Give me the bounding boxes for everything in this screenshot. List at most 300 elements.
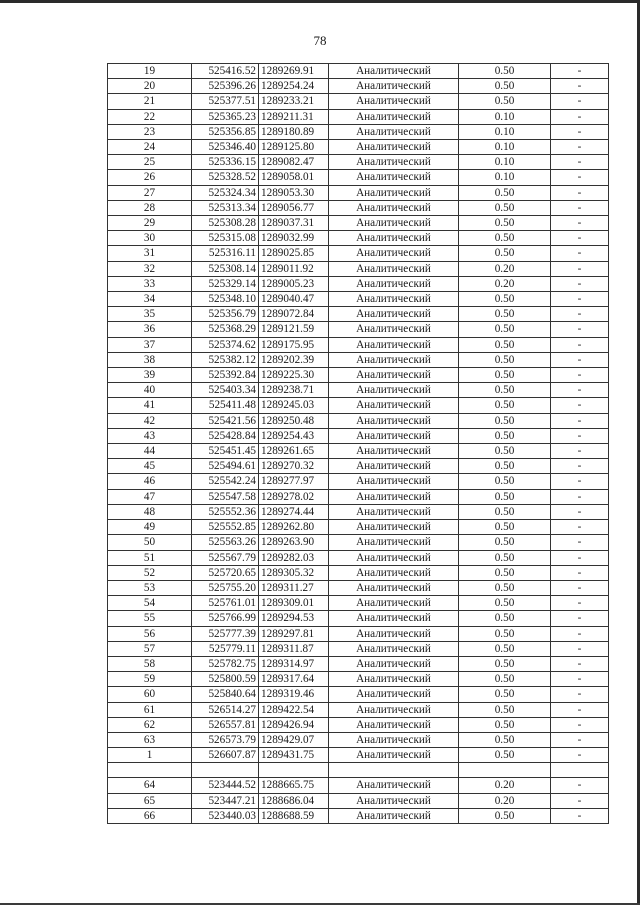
point-number-cell: 64 — [108, 778, 192, 793]
point-number-cell: 47 — [108, 489, 192, 504]
method-cell: Аналитический — [329, 170, 459, 185]
coordinate-x-cell: 525451.45 — [192, 444, 259, 459]
coordinate-x-cell: 523444.52 — [192, 778, 259, 793]
coordinate-y-cell: 1289125.80 — [259, 140, 329, 155]
point-number-cell: 65 — [108, 793, 192, 808]
coordinate-x-cell: 523447.21 — [192, 793, 259, 808]
accuracy-cell: 0.50 — [459, 292, 551, 307]
accuracy-cell: 0.50 — [459, 368, 551, 383]
coordinate-x-cell: 525428.84 — [192, 428, 259, 443]
point-number-cell: 23 — [108, 124, 192, 139]
coordinate-y-cell: 1289262.80 — [259, 520, 329, 535]
point-number-cell: 63 — [108, 732, 192, 747]
note-cell: - — [551, 444, 609, 459]
table-row — [108, 200, 609, 215]
note-cell: - — [551, 641, 609, 656]
note-cell: - — [551, 170, 609, 185]
note-cell: - — [551, 732, 609, 747]
method-cell: Аналитический — [329, 656, 459, 671]
method-cell: Аналитический — [329, 337, 459, 352]
accuracy-cell: 0.10 — [459, 109, 551, 124]
table-row — [108, 626, 609, 641]
table-row — [108, 94, 609, 109]
coordinate-x-cell: 525567.79 — [192, 550, 259, 565]
point-number-cell: 22 — [108, 109, 192, 124]
table-row — [108, 504, 609, 519]
table-row — [108, 276, 609, 291]
coordinate-y-cell: 1289278.02 — [259, 489, 329, 504]
accuracy-cell: 0.50 — [459, 307, 551, 322]
table-row — [108, 368, 609, 383]
point-number-cell: 55 — [108, 611, 192, 626]
point-number-cell: 32 — [108, 261, 192, 276]
accuracy-cell: 0.50 — [459, 383, 551, 398]
table-row — [108, 337, 609, 352]
method-cell: Аналитический — [329, 793, 459, 808]
accuracy-cell: 0.50 — [459, 216, 551, 231]
accuracy-cell: 0.50 — [459, 337, 551, 352]
coordinate-y-cell: 1289305.32 — [259, 565, 329, 580]
note-cell: - — [551, 94, 609, 109]
coordinate-x-cell: 525324.34 — [192, 185, 259, 200]
accuracy-cell: 0.50 — [459, 535, 551, 550]
method-cell: Аналитический — [329, 444, 459, 459]
point-number-cell: 34 — [108, 292, 192, 307]
accuracy-cell: 0.50 — [459, 352, 551, 367]
note-cell: - — [551, 292, 609, 307]
empty-cell — [459, 763, 551, 778]
note-cell: - — [551, 489, 609, 504]
point-number-cell: 53 — [108, 580, 192, 595]
method-cell: Аналитический — [329, 322, 459, 337]
method-cell: Аналитический — [329, 732, 459, 747]
note-cell: - — [551, 261, 609, 276]
table-row — [108, 808, 609, 823]
coordinate-x-cell: 525396.26 — [192, 79, 259, 94]
note-cell: - — [551, 672, 609, 687]
point-number-cell: 57 — [108, 641, 192, 656]
table-row — [108, 231, 609, 246]
coordinate-x-cell: 525315.08 — [192, 231, 259, 246]
page-number: 78 — [313, 33, 327, 48]
coordinate-x-cell: 523440.03 — [192, 808, 259, 823]
coordinate-x-cell: 525316.11 — [192, 246, 259, 261]
coordinate-y-cell: 1289314.97 — [259, 656, 329, 671]
coordinate-y-cell: 1289025.85 — [259, 246, 329, 261]
coordinate-y-cell: 1289311.27 — [259, 580, 329, 595]
coordinate-x-cell: 525411.48 — [192, 398, 259, 413]
coordinate-x-cell: 525374.62 — [192, 337, 259, 352]
method-cell: Аналитический — [329, 550, 459, 565]
method-cell: Аналитический — [329, 474, 459, 489]
point-number-cell: 33 — [108, 276, 192, 291]
coordinate-x-cell: 525313.34 — [192, 200, 259, 215]
table-row — [108, 170, 609, 185]
accuracy-cell: 0.10 — [459, 170, 551, 185]
accuracy-cell: 0.50 — [459, 185, 551, 200]
coordinate-y-cell: 1289297.81 — [259, 626, 329, 641]
note-cell: - — [551, 596, 609, 611]
table-row — [108, 672, 609, 687]
note-cell: - — [551, 793, 609, 808]
note-cell: - — [551, 216, 609, 231]
table-row — [108, 748, 609, 763]
note-cell: - — [551, 580, 609, 595]
point-number-cell: 29 — [108, 216, 192, 231]
method-cell: Аналитический — [329, 459, 459, 474]
note-cell: - — [551, 611, 609, 626]
coordinate-y-cell: 1289233.21 — [259, 94, 329, 109]
method-cell: Аналитический — [329, 292, 459, 307]
point-number-cell: 61 — [108, 702, 192, 717]
accuracy-cell: 0.50 — [459, 64, 551, 79]
point-number-cell: 39 — [108, 368, 192, 383]
note-cell: - — [551, 322, 609, 337]
table-row — [108, 550, 609, 565]
note-cell: - — [551, 307, 609, 322]
coordinate-x-cell: 525779.11 — [192, 641, 259, 656]
note-cell: - — [551, 231, 609, 246]
note-cell: - — [551, 717, 609, 732]
coordinate-x-cell: 525356.79 — [192, 307, 259, 322]
coordinate-x-cell: 525782.75 — [192, 656, 259, 671]
note-cell: - — [551, 550, 609, 565]
point-number-cell: 42 — [108, 413, 192, 428]
coordinate-x-cell: 525840.64 — [192, 687, 259, 702]
method-cell: Аналитический — [329, 307, 459, 322]
point-number-cell: 36 — [108, 322, 192, 337]
accuracy-cell: 0.50 — [459, 444, 551, 459]
empty-cell — [551, 763, 609, 778]
method-cell: Аналитический — [329, 261, 459, 276]
point-number-cell: 28 — [108, 200, 192, 215]
table-row — [108, 641, 609, 656]
coordinate-x-cell: 526573.79 — [192, 732, 259, 747]
method-cell: Аналитический — [329, 216, 459, 231]
coordinate-y-cell: 1289309.01 — [259, 596, 329, 611]
accuracy-cell: 0.50 — [459, 459, 551, 474]
coordinate-y-cell: 1289317.64 — [259, 672, 329, 687]
point-number-cell: 51 — [108, 550, 192, 565]
accuracy-cell: 0.50 — [459, 687, 551, 702]
coordinate-x-cell: 525552.36 — [192, 504, 259, 519]
coordinate-x-cell: 525356.85 — [192, 124, 259, 139]
accuracy-cell: 0.50 — [459, 732, 551, 747]
method-cell: Аналитический — [329, 276, 459, 291]
coordinate-y-cell: 1289058.01 — [259, 170, 329, 185]
method-cell: Аналитический — [329, 413, 459, 428]
coordinate-y-cell: 1289319.46 — [259, 687, 329, 702]
table-row — [108, 307, 609, 322]
coordinate-y-cell: 1289426.94 — [259, 717, 329, 732]
method-cell: Аналитический — [329, 504, 459, 519]
coordinate-x-cell: 526514.27 — [192, 702, 259, 717]
coordinate-x-cell: 525720.65 — [192, 565, 259, 580]
note-cell: - — [551, 155, 609, 170]
point-number-cell: 30 — [108, 231, 192, 246]
coordinate-x-cell: 525552.85 — [192, 520, 259, 535]
point-number-cell: 60 — [108, 687, 192, 702]
point-number-cell: 48 — [108, 504, 192, 519]
coordinate-x-cell: 525761.01 — [192, 596, 259, 611]
empty-cell — [192, 763, 259, 778]
method-cell: Аналитический — [329, 672, 459, 687]
coordinate-y-cell: 1289082.47 — [259, 155, 329, 170]
accuracy-cell: 0.50 — [459, 200, 551, 215]
method-cell: Аналитический — [329, 64, 459, 79]
coordinate-x-cell: 525494.61 — [192, 459, 259, 474]
method-cell: Аналитический — [329, 702, 459, 717]
coordinate-y-cell: 1289261.65 — [259, 444, 329, 459]
accuracy-cell: 0.50 — [459, 626, 551, 641]
coordinate-y-cell: 1289072.84 — [259, 307, 329, 322]
note-cell: - — [551, 246, 609, 261]
point-number-cell: 41 — [108, 398, 192, 413]
coordinate-x-cell: 525308.28 — [192, 216, 259, 231]
accuracy-cell: 0.50 — [459, 520, 551, 535]
coordinate-y-cell: 1289005.23 — [259, 276, 329, 291]
coordinate-y-cell: 1289032.99 — [259, 231, 329, 246]
point-number-cell: 27 — [108, 185, 192, 200]
coordinate-x-cell: 525766.99 — [192, 611, 259, 626]
table-row — [108, 793, 609, 808]
method-cell: Аналитический — [329, 611, 459, 626]
table-row — [108, 140, 609, 155]
note-cell: - — [551, 413, 609, 428]
coordinate-x-cell: 525392.84 — [192, 368, 259, 383]
table-row — [108, 474, 609, 489]
coordinate-x-cell: 525382.12 — [192, 352, 259, 367]
coordinate-y-cell: 1289270.32 — [259, 459, 329, 474]
method-cell: Аналитический — [329, 428, 459, 443]
coordinate-x-cell: 525308.14 — [192, 261, 259, 276]
note-cell: - — [551, 124, 609, 139]
method-cell: Аналитический — [329, 748, 459, 763]
coordinate-y-cell: 1288665.75 — [259, 778, 329, 793]
coordinate-x-cell: 525800.59 — [192, 672, 259, 687]
point-number-cell: 26 — [108, 170, 192, 185]
method-cell: Аналитический — [329, 185, 459, 200]
table-row — [108, 596, 609, 611]
coordinate-y-cell: 1289277.97 — [259, 474, 329, 489]
table-row — [108, 292, 609, 307]
table-row — [108, 246, 609, 261]
point-number-cell: 52 — [108, 565, 192, 580]
empty-cell — [108, 763, 192, 778]
note-cell: - — [551, 140, 609, 155]
method-cell: Аналитический — [329, 79, 459, 94]
table-row — [108, 216, 609, 231]
coordinate-x-cell: 525755.20 — [192, 580, 259, 595]
table-row — [108, 459, 609, 474]
table-row — [108, 261, 609, 276]
table-row — [108, 732, 609, 747]
point-number-cell: 44 — [108, 444, 192, 459]
method-cell: Аналитический — [329, 626, 459, 641]
table-row — [108, 778, 609, 793]
note-cell: - — [551, 79, 609, 94]
table-row — [108, 580, 609, 595]
point-number-cell: 38 — [108, 352, 192, 367]
method-cell: Аналитический — [329, 155, 459, 170]
point-number-cell: 37 — [108, 337, 192, 352]
coordinate-y-cell: 1289040.47 — [259, 292, 329, 307]
empty-cell — [329, 763, 459, 778]
method-cell: Аналитический — [329, 94, 459, 109]
table-row — [108, 155, 609, 170]
table-row — [108, 520, 609, 535]
point-number-cell: 54 — [108, 596, 192, 611]
point-number-cell: 31 — [108, 246, 192, 261]
accuracy-cell: 0.50 — [459, 413, 551, 428]
accuracy-cell: 0.10 — [459, 124, 551, 139]
accuracy-cell: 0.20 — [459, 793, 551, 808]
coordinate-x-cell: 525346.40 — [192, 140, 259, 155]
coordinate-y-cell: 1289202.39 — [259, 352, 329, 367]
coordinate-x-cell: 525365.23 — [192, 109, 259, 124]
note-cell: - — [551, 200, 609, 215]
note-cell: - — [551, 337, 609, 352]
accuracy-cell: 0.50 — [459, 672, 551, 687]
point-number-cell: 49 — [108, 520, 192, 535]
note-cell: - — [551, 276, 609, 291]
coordinate-y-cell: 1289056.77 — [259, 200, 329, 215]
table-row — [108, 322, 609, 337]
point-number-cell: 1 — [108, 748, 192, 763]
note-cell: - — [551, 626, 609, 641]
method-cell: Аналитический — [329, 596, 459, 611]
accuracy-cell: 0.50 — [459, 748, 551, 763]
table-row — [108, 444, 609, 459]
method-cell: Аналитический — [329, 109, 459, 124]
method-cell: Аналитический — [329, 231, 459, 246]
table-row — [108, 109, 609, 124]
coordinate-y-cell: 1289429.07 — [259, 732, 329, 747]
table-row — [108, 185, 609, 200]
method-cell: Аналитический — [329, 520, 459, 535]
accuracy-cell: 0.50 — [459, 474, 551, 489]
coordinate-x-cell: 525328.52 — [192, 170, 259, 185]
coordinate-y-cell: 1289263.90 — [259, 535, 329, 550]
note-cell: - — [551, 656, 609, 671]
method-cell: Аналитический — [329, 124, 459, 139]
method-cell: Аналитический — [329, 140, 459, 155]
coordinate-y-cell: 1289254.43 — [259, 428, 329, 443]
coordinate-y-cell: 1289225.30 — [259, 368, 329, 383]
accuracy-cell: 0.50 — [459, 808, 551, 823]
coordinate-y-cell: 1288688.59 — [259, 808, 329, 823]
coordinate-x-cell: 525336.15 — [192, 155, 259, 170]
point-number-cell: 46 — [108, 474, 192, 489]
note-cell: - — [551, 687, 609, 702]
coordinate-y-cell: 1289037.31 — [259, 216, 329, 231]
accuracy-cell: 0.50 — [459, 656, 551, 671]
note-cell: - — [551, 808, 609, 823]
method-cell: Аналитический — [329, 383, 459, 398]
coordinate-x-cell: 525377.51 — [192, 94, 259, 109]
table-spacer-row — [108, 763, 609, 778]
note-cell: - — [551, 185, 609, 200]
method-cell: Аналитический — [329, 200, 459, 215]
coordinate-x-cell: 526557.81 — [192, 717, 259, 732]
note-cell: - — [551, 504, 609, 519]
accuracy-cell: 0.50 — [459, 428, 551, 443]
method-cell: Аналитический — [329, 808, 459, 823]
table-row — [108, 79, 609, 94]
method-cell: Аналитический — [329, 687, 459, 702]
coordinate-y-cell: 1289011.92 — [259, 261, 329, 276]
accuracy-cell: 0.50 — [459, 702, 551, 717]
accuracy-cell: 0.50 — [459, 489, 551, 504]
table-row — [108, 124, 609, 139]
note-cell: - — [551, 383, 609, 398]
accuracy-cell: 0.50 — [459, 550, 551, 565]
note-cell: - — [551, 352, 609, 367]
empty-cell — [259, 763, 329, 778]
coordinates-table-body — [108, 64, 609, 824]
coordinate-x-cell: 525421.56 — [192, 413, 259, 428]
point-number-cell: 35 — [108, 307, 192, 322]
note-cell: - — [551, 368, 609, 383]
accuracy-cell: 0.50 — [459, 246, 551, 261]
point-number-cell: 45 — [108, 459, 192, 474]
accuracy-cell: 0.50 — [459, 611, 551, 626]
coordinate-y-cell: 1289282.03 — [259, 550, 329, 565]
coordinate-y-cell: 1289254.24 — [259, 79, 329, 94]
point-number-cell: 59 — [108, 672, 192, 687]
accuracy-cell: 0.50 — [459, 504, 551, 519]
note-cell: - — [551, 398, 609, 413]
table-row — [108, 702, 609, 717]
method-cell: Аналитический — [329, 580, 459, 595]
table-row — [108, 383, 609, 398]
coordinate-y-cell: 1289250.48 — [259, 413, 329, 428]
point-number-cell: 50 — [108, 535, 192, 550]
coordinate-y-cell: 1289175.95 — [259, 337, 329, 352]
table-row — [108, 656, 609, 671]
accuracy-cell: 0.50 — [459, 641, 551, 656]
accuracy-cell: 0.20 — [459, 276, 551, 291]
table-row — [108, 611, 609, 626]
point-number-cell: 21 — [108, 94, 192, 109]
point-number-cell: 58 — [108, 656, 192, 671]
table-row — [108, 717, 609, 732]
coordinate-x-cell: 525563.26 — [192, 535, 259, 550]
accuracy-cell: 0.10 — [459, 140, 551, 155]
table-row — [108, 687, 609, 702]
method-cell: Аналитический — [329, 489, 459, 504]
point-number-cell: 40 — [108, 383, 192, 398]
coordinate-x-cell: 525777.39 — [192, 626, 259, 641]
method-cell: Аналитический — [329, 368, 459, 383]
note-cell: - — [551, 535, 609, 550]
coordinate-x-cell: 525542.24 — [192, 474, 259, 489]
method-cell: Аналитический — [329, 246, 459, 261]
point-number-cell: 25 — [108, 155, 192, 170]
coordinate-x-cell: 525329.14 — [192, 276, 259, 291]
coordinate-x-cell: 525348.10 — [192, 292, 259, 307]
method-cell: Аналитический — [329, 778, 459, 793]
accuracy-cell: 0.50 — [459, 596, 551, 611]
accuracy-cell: 0.50 — [459, 322, 551, 337]
note-cell: - — [551, 459, 609, 474]
table-row — [108, 428, 609, 443]
accuracy-cell: 0.50 — [459, 94, 551, 109]
method-cell: Аналитический — [329, 717, 459, 732]
accuracy-cell: 0.50 — [459, 580, 551, 595]
method-cell: Аналитический — [329, 535, 459, 550]
coordinate-x-cell: 525547.58 — [192, 489, 259, 504]
